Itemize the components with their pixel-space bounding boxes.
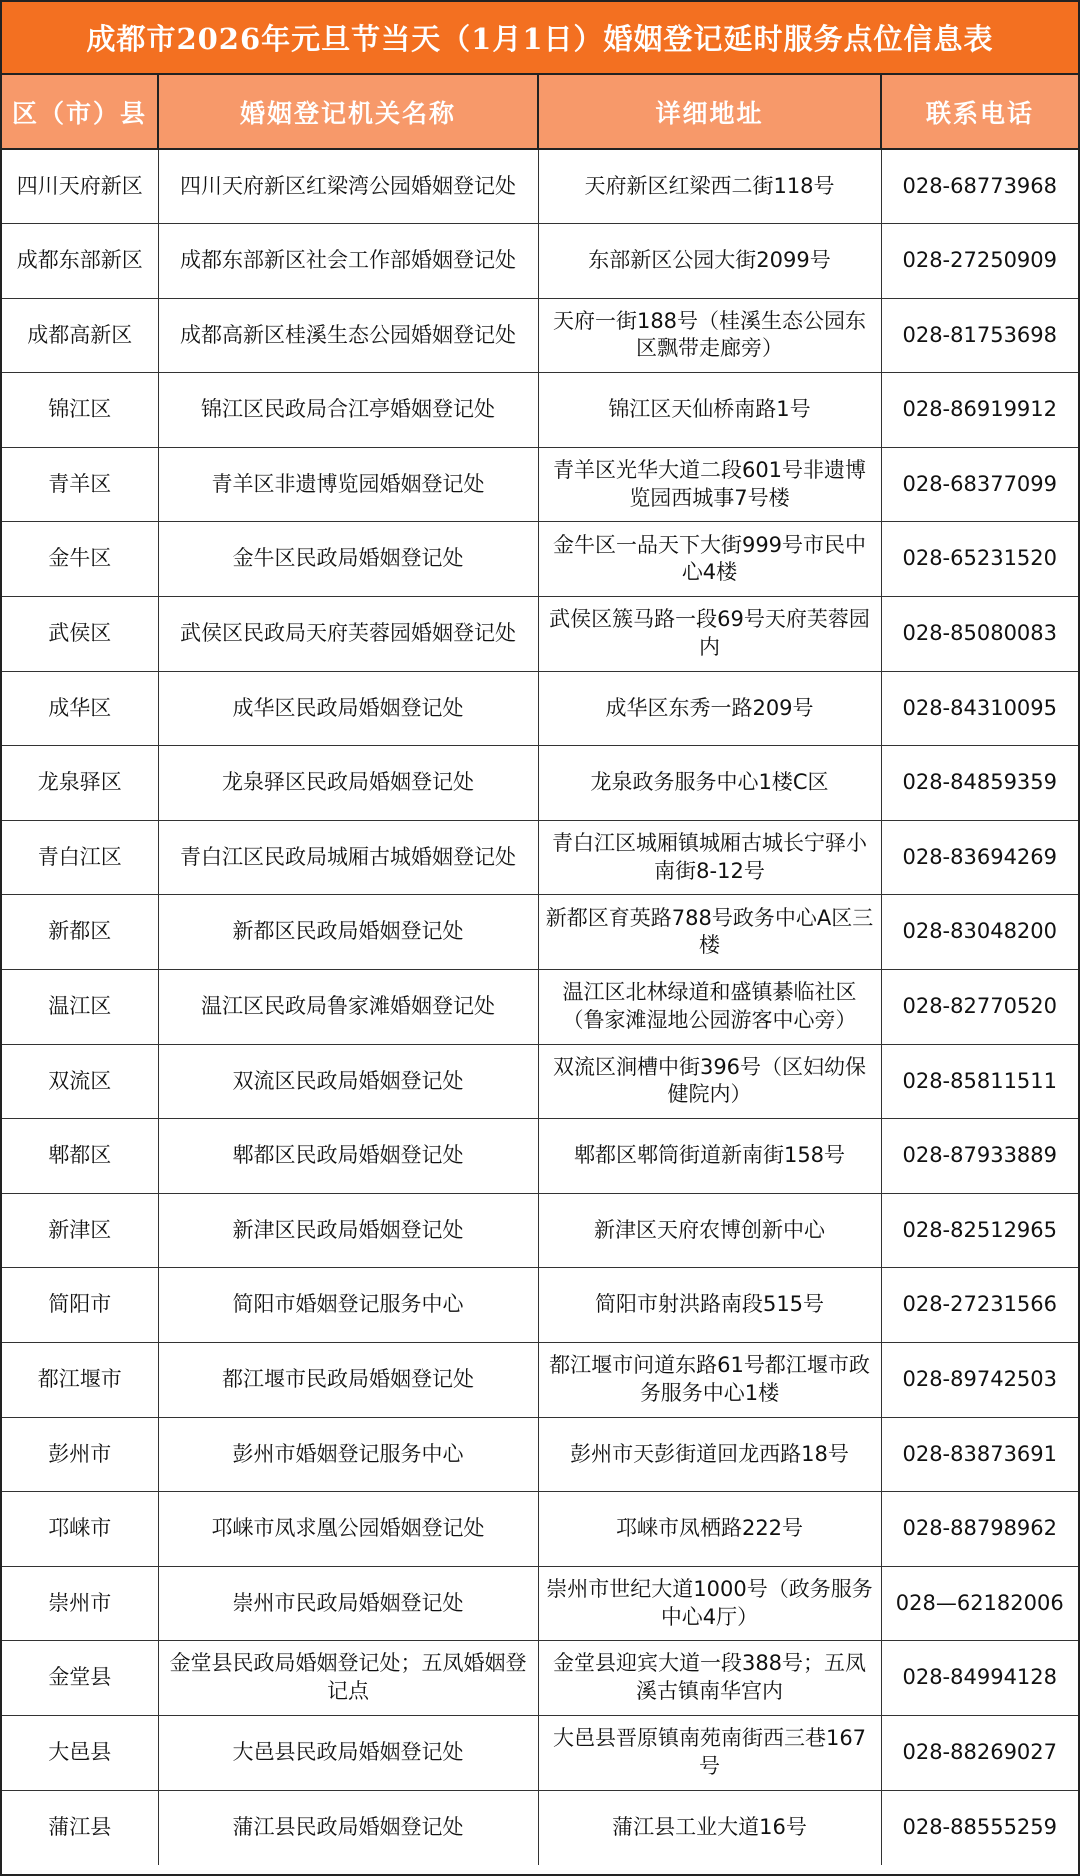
cell-district: 双流区 bbox=[2, 1044, 158, 1119]
cell-office: 金牛区民政局婚姻登记处 bbox=[158, 522, 538, 597]
cell-office: 龙泉驿区民政局婚姻登记处 bbox=[158, 746, 538, 821]
cell-office: 四川天府新区红梁湾公园婚姻登记处 bbox=[158, 149, 538, 224]
cell-phone: 028-88555259 bbox=[881, 1790, 1078, 1865]
table-row bbox=[2, 597, 1078, 672]
cell-district: 新都区 bbox=[2, 895, 158, 970]
cell-district: 金堂县 bbox=[2, 1641, 158, 1716]
cell-address: 锦江区天仙桥南路1号 bbox=[538, 373, 881, 448]
cell-district: 都江堰市 bbox=[2, 1343, 158, 1418]
cell-address: 都江堰市问道东路61号都江堰市政务服务中心1楼 bbox=[538, 1343, 881, 1418]
cell-address: 邛崃市凤栖路222号 bbox=[538, 1492, 881, 1567]
cell-address: 成华区东秀一路209号 bbox=[538, 671, 881, 746]
header-district: 区（市）县 bbox=[2, 75, 158, 149]
cell-address: 双流区涧槽中街396号（区妇幼保健院内） bbox=[538, 1044, 881, 1119]
cell-address: 金堂县迎宾大道一段388号；五凤溪古镇南华宫内 bbox=[538, 1641, 881, 1716]
table-row bbox=[2, 149, 1078, 224]
cell-office: 成华区民政局婚姻登记处 bbox=[158, 671, 538, 746]
cell-district: 成都高新区 bbox=[2, 298, 158, 373]
table-row bbox=[2, 522, 1078, 597]
cell-office: 大邑县民政局婚姻登记处 bbox=[158, 1715, 538, 1790]
cell-office: 彭州市婚姻登记服务中心 bbox=[158, 1417, 538, 1492]
cell-phone: 028-81753698 bbox=[881, 298, 1078, 373]
cell-phone: 028-89742503 bbox=[881, 1343, 1078, 1418]
table-row bbox=[2, 1343, 1078, 1418]
cell-phone: 028—62182006 bbox=[881, 1566, 1078, 1641]
cell-address: 郫都区郫筒街道新南街158号 bbox=[538, 1119, 881, 1194]
cell-office: 郫都区民政局婚姻登记处 bbox=[158, 1119, 538, 1194]
table-row bbox=[2, 671, 1078, 746]
table-row bbox=[2, 1044, 1078, 1119]
cell-office: 双流区民政局婚姻登记处 bbox=[158, 1044, 538, 1119]
cell-district: 锦江区 bbox=[2, 373, 158, 448]
cell-district: 温江区 bbox=[2, 970, 158, 1045]
cell-district: 郫都区 bbox=[2, 1119, 158, 1194]
table-row bbox=[2, 1492, 1078, 1567]
table-row bbox=[2, 298, 1078, 373]
cell-address: 金牛区一品天下大街999号市民中心4楼 bbox=[538, 522, 881, 597]
cell-office: 新都区民政局婚姻登记处 bbox=[158, 895, 538, 970]
cell-office: 青白江区民政局城厢古城婚姻登记处 bbox=[158, 820, 538, 895]
cell-phone: 028-84310095 bbox=[881, 671, 1078, 746]
cell-address: 龙泉政务服务中心1楼C区 bbox=[538, 746, 881, 821]
table-row bbox=[2, 746, 1078, 821]
cell-district: 四川天府新区 bbox=[2, 149, 158, 224]
cell-address: 武侯区簇马路一段69号天府芙蓉园内 bbox=[538, 597, 881, 672]
cell-district: 蒲江县 bbox=[2, 1790, 158, 1865]
registration-table bbox=[2, 75, 1078, 1865]
header-address: 详细地址 bbox=[538, 75, 881, 149]
cell-phone: 028-82512965 bbox=[881, 1193, 1078, 1268]
table-row bbox=[2, 1193, 1078, 1268]
cell-office: 青羊区非遗博览园婚姻登记处 bbox=[158, 447, 538, 522]
cell-office: 崇州市民政局婚姻登记处 bbox=[158, 1566, 538, 1641]
table-row bbox=[2, 1566, 1078, 1641]
cell-district: 彭州市 bbox=[2, 1417, 158, 1492]
table-row bbox=[2, 1268, 1078, 1343]
table-row bbox=[2, 1641, 1078, 1716]
cell-address: 天府一街188号（桂溪生态公园东区飘带走廊旁） bbox=[538, 298, 881, 373]
cell-district: 邛崃市 bbox=[2, 1492, 158, 1567]
table-row bbox=[2, 1790, 1078, 1865]
header-row bbox=[2, 75, 1078, 149]
cell-district: 成华区 bbox=[2, 671, 158, 746]
cell-office: 蒲江县民政局婚姻登记处 bbox=[158, 1790, 538, 1865]
cell-address: 新津区天府农博创新中心 bbox=[538, 1193, 881, 1268]
cell-phone: 028-82770520 bbox=[881, 970, 1078, 1045]
cell-address: 简阳市射洪路南段515号 bbox=[538, 1268, 881, 1343]
cell-district: 崇州市 bbox=[2, 1566, 158, 1641]
cell-district: 青白江区 bbox=[2, 820, 158, 895]
cell-phone: 028-68773968 bbox=[881, 149, 1078, 224]
cell-office: 新津区民政局婚姻登记处 bbox=[158, 1193, 538, 1268]
cell-phone: 028-87933889 bbox=[881, 1119, 1078, 1194]
cell-office: 金堂县民政局婚姻登记处；五凤婚姻登记点 bbox=[158, 1641, 538, 1716]
cell-district: 武侯区 bbox=[2, 597, 158, 672]
cell-district: 成都东部新区 bbox=[2, 224, 158, 299]
cell-district: 龙泉驿区 bbox=[2, 746, 158, 821]
cell-address: 彭州市天彭街道回龙西路18号 bbox=[538, 1417, 881, 1492]
cell-phone: 028-27231566 bbox=[881, 1268, 1078, 1343]
cell-phone: 028-84859359 bbox=[881, 746, 1078, 821]
cell-office: 都江堰市民政局婚姻登记处 bbox=[158, 1343, 538, 1418]
cell-phone: 028-83694269 bbox=[881, 820, 1078, 895]
cell-address: 温江区北林绿道和盛镇綦临社区（鲁家滩湿地公园游客中心旁） bbox=[538, 970, 881, 1045]
cell-phone: 028-83048200 bbox=[881, 895, 1078, 970]
cell-address: 大邑县晋原镇南苑南街西三巷167号 bbox=[538, 1715, 881, 1790]
cell-address: 新都区育英路788号政务中心A区三楼 bbox=[538, 895, 881, 970]
cell-district: 新津区 bbox=[2, 1193, 158, 1268]
cell-phone: 028-88798962 bbox=[881, 1492, 1078, 1567]
header-office: 婚姻登记机关名称 bbox=[158, 75, 538, 149]
table-row bbox=[2, 895, 1078, 970]
cell-address: 崇州市世纪大道1000号（政务服务中心4厅） bbox=[538, 1566, 881, 1641]
cell-district: 青羊区 bbox=[2, 447, 158, 522]
table-row bbox=[2, 1119, 1078, 1194]
cell-office: 武侯区民政局天府芙蓉园婚姻登记处 bbox=[158, 597, 538, 672]
cell-phone: 028-65231520 bbox=[881, 522, 1078, 597]
cell-office: 锦江区民政局合江亭婚姻登记处 bbox=[158, 373, 538, 448]
cell-address: 东部新区公园大街2099号 bbox=[538, 224, 881, 299]
cell-office: 简阳市婚姻登记服务中心 bbox=[158, 1268, 538, 1343]
cell-address: 蒲江县工业大道16号 bbox=[538, 1790, 881, 1865]
table-title: 成都市2026年元旦节当天（1月1日）婚姻登记延时服务点位信息表 bbox=[2, 2, 1078, 75]
cell-phone: 028-27250909 bbox=[881, 224, 1078, 299]
table-row bbox=[2, 970, 1078, 1045]
cell-district: 金牛区 bbox=[2, 522, 158, 597]
cell-phone: 028-85811511 bbox=[881, 1044, 1078, 1119]
table-body bbox=[2, 149, 1078, 1865]
table-row bbox=[2, 1715, 1078, 1790]
cell-office: 温江区民政局鲁家滩婚姻登记处 bbox=[158, 970, 538, 1045]
table-row bbox=[2, 373, 1078, 448]
cell-phone: 028-85080083 bbox=[881, 597, 1078, 672]
table-row bbox=[2, 447, 1078, 522]
cell-address: 天府新区红梁西二街118号 bbox=[538, 149, 881, 224]
cell-phone: 028-84994128 bbox=[881, 1641, 1078, 1716]
cell-district: 简阳市 bbox=[2, 1268, 158, 1343]
cell-office: 成都高新区桂溪生态公园婚姻登记处 bbox=[158, 298, 538, 373]
cell-address: 青白江区城厢镇城厢古城长宁驿小南街8-12号 bbox=[538, 820, 881, 895]
cell-office: 成都东部新区社会工作部婚姻登记处 bbox=[158, 224, 538, 299]
table-row bbox=[2, 820, 1078, 895]
cell-office: 邛崃市凤求凰公园婚姻登记处 bbox=[158, 1492, 538, 1567]
cell-phone: 028-88269027 bbox=[881, 1715, 1078, 1790]
cell-phone: 028-86919912 bbox=[881, 373, 1078, 448]
cell-phone: 028-83873691 bbox=[881, 1417, 1078, 1492]
cell-district: 大邑县 bbox=[2, 1715, 158, 1790]
header-phone: 联系电话 bbox=[881, 75, 1078, 149]
cell-address: 青羊区光华大道二段601号非遗博览园西城事7号楼 bbox=[538, 447, 881, 522]
cell-phone: 028-68377099 bbox=[881, 447, 1078, 522]
table-row bbox=[2, 1417, 1078, 1492]
table-row bbox=[2, 224, 1078, 299]
